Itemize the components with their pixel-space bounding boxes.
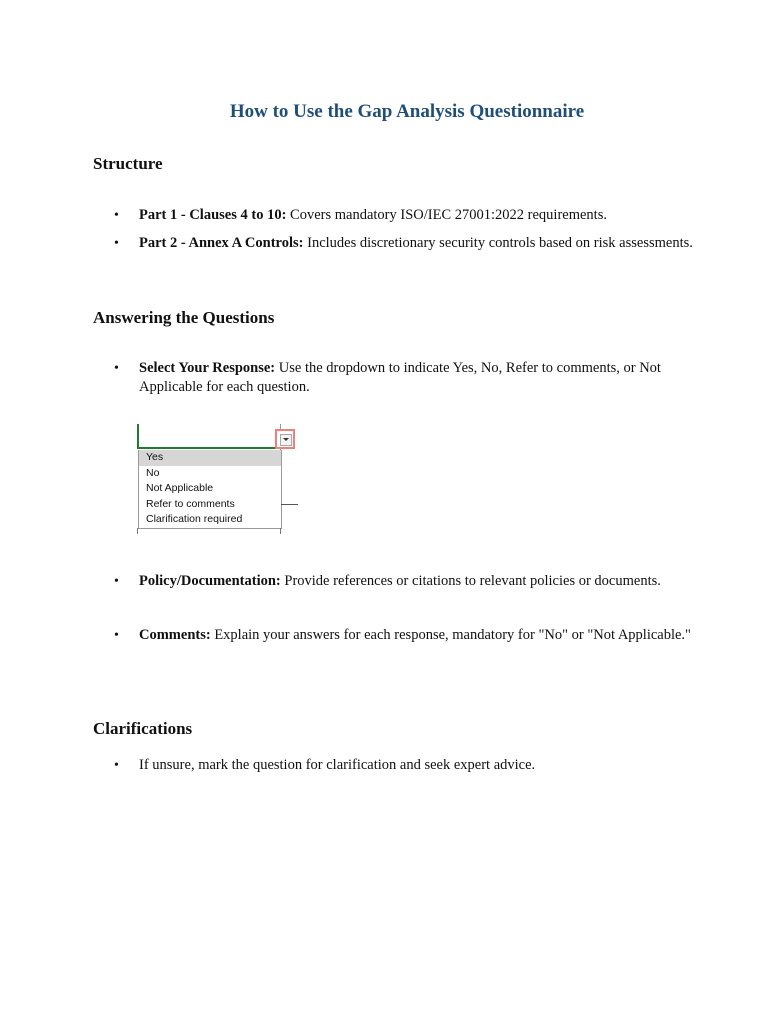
section-heading-clarifications: Clarifications bbox=[93, 719, 193, 738]
bullet-icon: • bbox=[114, 361, 119, 376]
list-item bbox=[139, 756, 699, 775]
list-item bbox=[139, 206, 699, 225]
list-item-label: Select Your Response: bbox=[139, 360, 276, 376]
dropdown-list bbox=[138, 450, 282, 529]
bullet-icon: • bbox=[114, 574, 119, 589]
dropdown-option-refer-to-comments[interactable]: Refer to comments bbox=[146, 497, 235, 510]
bullet-icon: • bbox=[114, 628, 119, 643]
list-item bbox=[139, 359, 699, 397]
list-item-text: Includes discretionary security controls based on risk assessments. bbox=[303, 235, 693, 251]
section-heading-answering: Answering the Questions bbox=[93, 308, 275, 327]
list-item-label: Policy/Documentation: bbox=[139, 573, 281, 589]
dropdown-option-clarification-required[interactable]: Clarification required bbox=[146, 513, 243, 525]
bullet-icon: • bbox=[114, 208, 119, 223]
dropdown-option-no[interactable]: No bbox=[146, 466, 160, 479]
dropdown-illustration bbox=[136, 424, 306, 534]
list-item-text: Covers mandatory ISO/IEC 27001:2022 requirements. bbox=[286, 207, 607, 223]
list-item-label: Part 2 - Annex A Controls: bbox=[139, 235, 304, 251]
cell-border bbox=[137, 528, 138, 534]
list-item-label: Comments: bbox=[139, 627, 211, 643]
chevron-down-icon bbox=[280, 434, 292, 446]
list-item-text: If unsure, mark the question for clarification and seek expert advice. bbox=[139, 757, 536, 773]
dropdown-option-yes[interactable]: Yes bbox=[139, 450, 281, 466]
list-item bbox=[139, 572, 699, 591]
bullet-icon: • bbox=[114, 758, 119, 773]
cell-border bbox=[281, 504, 298, 505]
bullet-icon: • bbox=[114, 236, 119, 251]
list-item-text: Explain your answers for each response, mandatory for "No" or "Not Applicable." bbox=[210, 627, 691, 643]
cell-border bbox=[137, 424, 139, 449]
dropdown-option-not-applicable[interactable]: Not Applicable bbox=[146, 482, 214, 494]
section-heading-structure: Structure bbox=[93, 154, 163, 173]
dropdown-arrow-button[interactable] bbox=[275, 429, 295, 449]
list-item bbox=[139, 626, 699, 645]
cell-border bbox=[280, 528, 281, 534]
list-item-text: Use the dropdown to indicate Yes, No, Refer to comments, or Not Applicable for each question. bbox=[139, 360, 661, 395]
cell-border bbox=[137, 447, 280, 449]
list-item bbox=[139, 234, 699, 253]
page-title: How to Use the Gap Analysis Questionnaire bbox=[229, 101, 585, 122]
list-item-text: Provide references or citations to relevant policies or documents. bbox=[280, 573, 661, 589]
list-item-label: Part 1 - Clauses 4 to 10: bbox=[139, 207, 287, 223]
